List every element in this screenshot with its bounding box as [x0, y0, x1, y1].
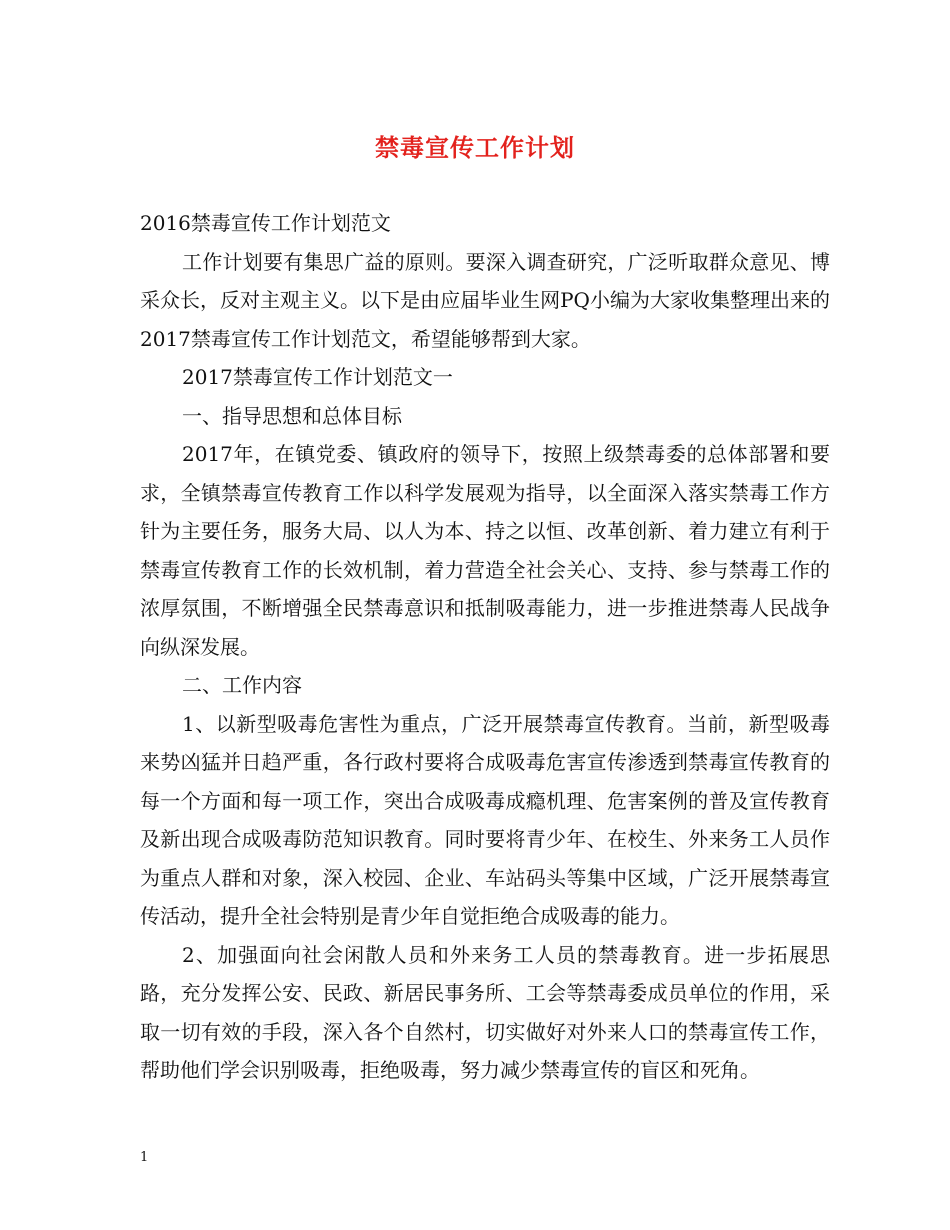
section-heading: 一、指导思想和总体目标 — [182, 403, 402, 428]
paragraph: 2、加强面向社会闲散人员和外来务工人员的禁毒教育。进一步拓展思路，充分发挥公安、民政、新居民事务所、工会等禁毒委成员单位的作用，采取一切有效的手段，深入各个自然村，切实做好对外来人口的禁毒宣传工作，帮助他们学会识别吸毒，拒绝吸毒，努力减少禁毒宣传的盲区和死角。 — [140, 942, 830, 1082]
paragraph: 工作计划要有集思广益的原则。要深入调查研究，广泛听取群众意见、博采众长，反对主观主义。以下是由应届毕业生网PQ小编为大家收集整理出来的2017禁毒宣传工作计划范文，希望能够帮到大家。 — [140, 249, 830, 351]
paragraph: 2017禁毒宣传工作计划范文一 — [182, 365, 453, 389]
paragraph: 2016禁毒宣传工作计划范文 — [140, 211, 391, 235]
paragraph: 1、以新型吸毒危害性为重点，广泛开展禁毒宣传教育。当前，新型吸毒来势凶猛并日趋严重，各行政村要将合成吸毒危害宣传渗透到禁毒宣传教育的每一个方面和每一项工作，突出合成吸毒成瘾机理、危害案例的普及宣传教育及新出现合成吸毒防范知识教育。同时要将青少年、在校生、外来务工人员作为重点人群和对象，深入校园、企业、车站码头等集中区域，广泛开展禁毒宣传活动，提升全社会特别是青少年自觉拒绝合成吸毒的能力。 — [140, 711, 830, 928]
section-heading: 二、工作内容 — [182, 673, 302, 697]
paragraph: 2017年，在镇党委、镇政府的领导下，按照上级禁毒委的总体部署和要求，全镇禁毒宣传教育工作以科学发展观为指导，以全面深入落实禁毒工作方针为主要任务，服务大局、以人为本、持之以恒、改革创新、着力建立有利于禁毒宣传教育工作的长效机制，着力营造全社会关心、支持、参与禁毒工作的浓厚氛围，不断增强全民禁毒意识和抵制吸毒能力，进一步推进禁毒人民战争向纵深发展。 — [140, 442, 830, 659]
document-body — [140, 204, 830, 1090]
document-title: 禁毒宣传工作计划 — [375, 133, 575, 162]
page-number: 1 — [140, 1150, 149, 1165]
